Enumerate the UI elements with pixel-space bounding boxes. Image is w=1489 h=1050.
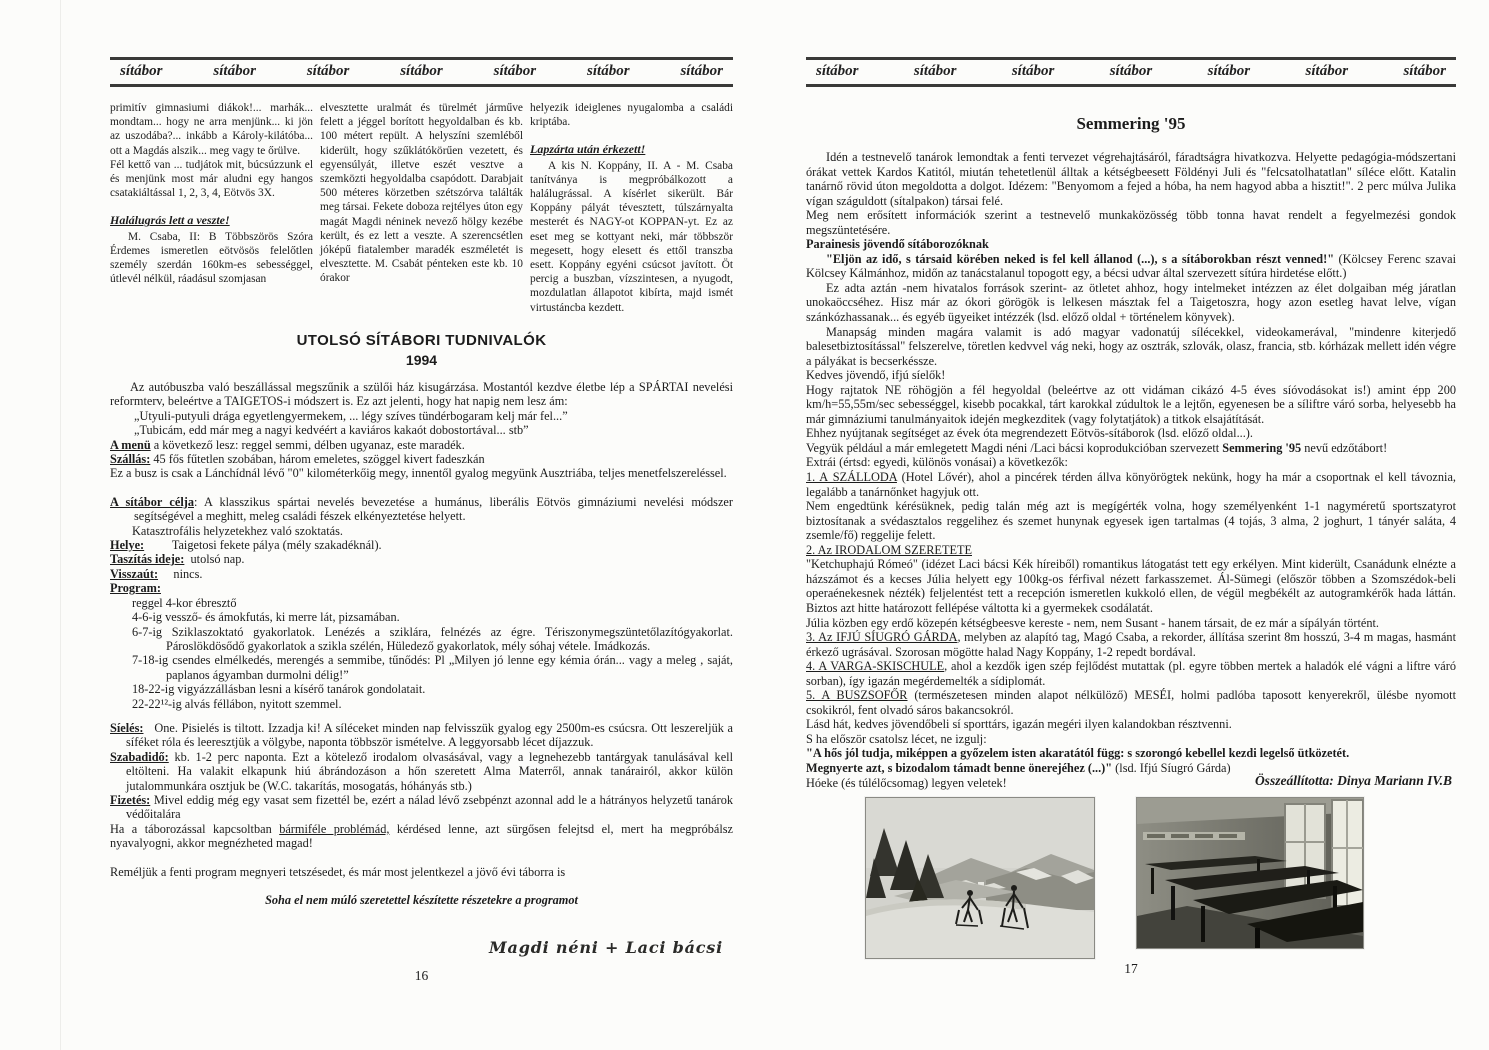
- paragraph: Fél kettő van ... tudjátok mit, búcsúzzunk el és menjünk most már aludni egy hangos csatakiáltással 1, 2, 3, 4, Eötvös 3X.: [110, 158, 313, 200]
- para-prog5: 18-22-ig vigyázzállásban lesni a kísérő tanárok gondolatait.: [132, 682, 426, 697]
- masthead-word: sítábor: [306, 63, 350, 79]
- para-ketchup: "Ketchuphajú Rómeó" (idézet Laci bácsi Kék híreiből) romantikus látogatást tett egy erkélyen. Mint kiderült, Csanádunk elnézte a házszámot és a kecses Júlia helyett egy 100kg-os férfival nézett farkasszemet. Ál-Sümegi (először többen a Szomszédok-beli operaénekesnek nézték) feljelentést tett a recepción ismeretlen kukkoló ellen, de végül megbékélt az autogramkérők hada láttán. Biztos azt hitte határozott fellépése váltotta ki a gyermekek csodálatát.: [806, 557, 1456, 615]
- article-title-semmering: Semmering '95: [1076, 114, 1186, 133]
- left-body-text: [110, 380, 733, 907]
- para-szabadido: Szabadidő: kb. 1-2 perc naponta. Ezt a kötelező irodalom olvasásával, vagy a legnehezebb tantárgyak tanulásával kell eltölteni. Ha valakit elkapunk hiú ábrándozáson a hőn szeretett Alma Materről, annak tanárairól, akkor külön jutalommunkára osztjuk be (W.C. takarítás, mosogatás, hóhányás stb.): [110, 749, 733, 793]
- masthead-word: sítábor: [400, 63, 443, 79]
- para-extrai: Extrái (értsd: egyedi, különös vonásai) a következők:: [806, 455, 1068, 470]
- section-heading: [110, 332, 733, 368]
- classroom-photo: [1136, 797, 1364, 949]
- para-p2: Meg nem erősített információk szerint a testnevelő munkaközösség több tonna havat rendelt a fegyelmezési gondok megszüntetésére.: [806, 208, 1456, 237]
- article-heading-lapzarta: Lapzárta után érkezett!: [530, 142, 646, 157]
- para-soha: Soha el nem múló szeretettel készítette részetekre a programot: [265, 893, 578, 907]
- para-hogyraj: Hogy rajtatok NE röhögjön a fél hegyoldal (beleértve az ott vidáman cikázó 4-5 éves síóvodásokat is!) amint épp 200 km/h=55,55m/sec sebességgel, kisebb pocakkal, tárt karokkal zúdultok le a lejtőn, egyenesen be a síliftre váró sorba, helyesebb ha már gimnáziumi tanulmányaitok idején megkezditek (vagy folytatjátok) a titkok elsajátítását.: [806, 382, 1456, 426]
- para-sieles: Síelés: One. Pisielés is tiltott. Izzadja ki! A síléceket minden nap felvisszük gyalog egy 2500m-es csúcsra. Ott leszereljük a síféket róla és leeresztjük a völgybe, naponta többször ismételve. A leggyorsabb lécet díjazzuk.: [110, 720, 733, 750]
- para-prog1: reggel 4-kor ébresztő: [132, 595, 237, 610]
- masthead-word: sítábor: [816, 63, 859, 79]
- para-hos1: "A hős jól tudja, miképpen a győzelem isten akaratától függ: s szorongó kebellel kezdi legelső ütközetét.: [806, 746, 1350, 761]
- para-kedves: Kedves jövendő, ifjú síelők!: [806, 368, 946, 383]
- page-right: [806, 0, 1456, 1050]
- signature-magdi-laci: Magdi néni + Laci bácsi: [489, 938, 723, 957]
- para-lasd: Lásd hát, kedves jövendőbeli sí sporttárs, igazán megéri ilyen kalandokban résztvenni.: [806, 717, 1232, 732]
- para-sha: S ha először csatolsz lécet, ne izgulj:: [806, 731, 987, 746]
- para-visszaut: Visszaút: nincs.: [110, 566, 203, 581]
- paragraph: helyezik ideiglenes nyugalomba a családi kriptába.: [530, 102, 733, 129]
- ski-slope-photo: [865, 797, 1095, 959]
- para-kataszt: Katasztrofális helyzetekhez való szoktatás.: [132, 523, 344, 538]
- para-taszitas: Taszítás ideje: utolsó nap.: [110, 552, 245, 567]
- section-title: UTOLSÓ SÍTÁBORI TUDNIVALÓK: [296, 332, 547, 349]
- para-prog4: 7-18-ig csendes elmélkedés, merengés a semmibe, tűnődés: Pl „Milyen jó lenne egy kémia órán... vagy a meleg , saját, paplanos ágyamban durmolni délig!”: [132, 653, 733, 682]
- paragraph: elvesztette uralmát és türelmét járműve felett a jéggel borított hegyoldalban és kb. 100 métert repült. A helyszíni szemléből kiderült, hogy szűklátókörűen vezetett, és egyensúlyát, illetve eszét vesztve a szemközti hegyoldalba csapódott. Darabjait 500 méteres körzetben szétszórva találták meg társai. Fekete doboza rejtélyes úton egy magát Magdi néninek nevező hölgy kezébe került, és ez lett a veszte. A szerencsétlen jóképű fiatalember maradék eszméletét is elvesztette. M. Csabát pénteken este kb. 10 órakor: [320, 102, 523, 285]
- three-column-article: [110, 101, 733, 315]
- para-cel: A sítábor célja: A klasszikus spártai nevelés bevezetése a humánus, liberális Eötvös gimnáziumi nevelési módszer segítségével a meghitt, meleg családi fészek elkényeztetése helyett.: [110, 494, 733, 524]
- para-item3: 3. Az IFJÚ SÍUGRÓ GÁRDA, melyben az alapító tag, Magó Csaba, a rekorder, állítása szerint 8m hosszú, 3-4 m magas, hasmánt érkező ugrásával. Szorosan mögötte halad Nagy Koppány, 1-2 repedt bordával.: [806, 630, 1456, 659]
- paragraph: primitív gimnasiumi diákok!... marhák... mondtam... hogy ne arra menjünk... ki jön az uszodába?... inkább a Károly-kilátóba... ott a Magdás alszik... meg vagy te őrülve.: [110, 102, 313, 157]
- masthead-word: sítábor: [1305, 63, 1349, 79]
- column-3: [530, 101, 733, 315]
- para-item4: 4. A VARGA-SKISCHULE, ahol a kezdők igen szép fejlődést mutattak (pl. egyre többen mertek a haladók elé vágni a liftre váró sorban), így igazán megérdemelték a sídiplomát.: [806, 659, 1456, 688]
- para-julia: Júlia közben egy erdő közepén kétségbeesve kereste - nem, nem Susant - hanem társait, de ez már a sípályán történt.: [806, 615, 1379, 630]
- para-ehhez: Ehhez nyújtanak segítséget az évek óta megrendezett Eötvös-sítáborok (lsd. előző oldal...).: [806, 426, 1253, 441]
- para-program-label: Program:: [110, 581, 161, 596]
- para-hos2: Megnyerte azt, s bizodalom támadt benne önerejéhez (...)" (lsd. Ifjú Síugró Gárda): [806, 760, 1231, 775]
- para-parainesis: Parainesis jövendő sítáborozóknak: [806, 237, 989, 252]
- para-eljon: "Eljön az idő, s társaid körében neked is fel kell állanod (...), s a sítáborokban részt venned!" (Kölcsey Ferenc szavai Kölcsey Kálmánhoz, midőn az tanácstalanul topogott egy, a bécsi udvar által szervezett sítúra hirdetése előtt.): [806, 251, 1456, 281]
- page-number-16: 16: [414, 968, 429, 983]
- para-hoeke: Hóeke (és túlélőcsomag) legyen veletek!: [806, 775, 1007, 790]
- column-2: [320, 101, 523, 315]
- para-vegyuk: Vegyük például a már emlegetett Magdi néni /Laci bácsi koprodukcióban szervezett Semmering '95 nevű edzőtábort!: [806, 440, 1388, 455]
- masthead-word: sítábor: [1403, 63, 1446, 79]
- masthead-word: sítábor: [120, 63, 163, 79]
- para-prog3: 6-7-ig Sziklaszoktató gyakorlatok. Lenézés a sziklára, felnézés az égre. Tériszonymegszüntetőlazítógyakorlat. Pároslökdösődő gyakorlatok a szikla szélén, Hüledező gyakorlatok, mély sóhaj vétele. Imádkozás.: [132, 624, 733, 653]
- masthead-word: sítábor: [1011, 63, 1055, 79]
- para-helye: Helye: Taigetosi fekete pálya (mély szakadéknál).: [110, 538, 382, 553]
- para-fizetes: Fizetés: Mivel eddig még egy vasat sem fizettél be, ezért a nálad lévő zsebpénzt azonnal add le a hátrányos helyzetű tanárok védőitalára: [110, 792, 733, 822]
- para-prog6: 22-22¹²-ig alvás féllábon, nyitott szemmel.: [132, 696, 342, 711]
- para-szallas: Szállás: 45 fős fűtetlen szobában, három emeletes, szöggel kivert fadeszkán: [110, 452, 485, 467]
- para-menu: A menü a következő lesz: reggel semmi, délben ugyanaz, este maradék.: [110, 437, 465, 452]
- para-intro: Az autóbuszba való beszállással megszűnik a szülői ház kisugárzása. Mostantól kezdve életbe lép a SPÁRTAI nevelési reformterv, beleértve a TAIGETOS-i módszert is. Ez azt jelenti, hogy hat napig nem lesz ám:: [110, 380, 733, 409]
- para-nemenged: Nem engedtünk kérésüknek, pedig talán még azt is megígérték volna, hogy személyenként 1-1 nagyméretű sportszatyrot biztosítanak a svédasztalos reggelihez és szemet hunynak egyesek igen tartalmas (4 tojás, 3 alma, 2 joghurt, 1 tányér saláta, 4 zsemle/fő) reggelije felett.: [806, 499, 1456, 543]
- masthead-word: sítábor: [913, 63, 957, 79]
- page-left: [110, 0, 733, 1050]
- masthead-word: sítábor: [213, 63, 256, 79]
- scan-fold-line: [60, 0, 61, 1050]
- paragraph: M. Csaba, II: B Többszörös Szóra Érdemes ismeretlen eötvösös felelőtlen személy szerdán 160km-es sebességgel, útlevél nélkül, ráadásul szomjasan: [110, 230, 313, 286]
- paragraph: A kis N. Koppány, II. A - M. Csaba tanítványa is megpróbálkozott a halálugrással. A kísérlet sikerült. Bár Koppány pályát tévesztett, túlszárnyalta mesterét és NAGY-ot KOPPAN-yt. Ez az eset meg se kottyant neki, már többször megesett, hogy elesett és ettől transzba esett. Koppány egyéni csúcsot javított. Öt percig a buszban, vízszintesen, a nyugodt, mozdulatlan állapotot kibírta, majd ismét virtustáncba kezdett.: [530, 159, 733, 314]
- column-1: [110, 101, 313, 315]
- para-busz: Ez a busz is csak a Lánchídnál lévő "0" kilométerkőig megy, innentől gyalog megyünk Ausztriába, teljes menetfelszereléssel.: [110, 466, 727, 481]
- masthead-word: sítábor: [493, 63, 537, 79]
- masthead-word: sítábor: [587, 63, 630, 79]
- para-item5: 5. A BUSZSOFŐR (természetesen minden alapot nélkülöző) MESÉI, holmi padlóba taposott kenyerekről, ülésbe nyomott csokikról, fent olvadó sáros bakancsokról.: [806, 688, 1456, 717]
- masthead-word: sítábor: [1207, 63, 1251, 79]
- masthead-right: [806, 57, 1456, 87]
- masthead-left: [110, 57, 733, 87]
- signature-dinya-mariann: Összeállította: Dinya Mariann IV.B: [1254, 773, 1452, 788]
- page-number-17: 17: [1124, 961, 1138, 976]
- para-p1: Idén a testnevelő tanárok lemondtak a fenti tervezet végrehajtásáról, fáradtságra hivatkozva. Helyette pedagógia-módszertani órákat vettek Kardos Katitól, miután tehetetlenül álltak a kétségbeesett Földényi Juli és "felcsatolhatatlan" síléce előtt. Katalin tanárnő rövid úton megoldotta a dolgot. Idézem: "Benyomom a fejed a hóba, ha nem hagyod abba a hisztit!". 2 perc múlva Julika vígan száguldott (sítalpakon) társai felé.: [806, 150, 1456, 208]
- para-ezadta: Ez adta aztán -nem hivatalos források szerint- az ötletet ahhoz, hogy intelmeket intézzen az élet dolgaiban még járatlan unokaöccséhez. Hisz már az ókori görögök is lelkesen másztak fel a Taigetoszra, hogy azon esetleg havat lelve, vígan szánkózhassanak... és egyéb ügyeiket intézzék (lsd. előző oldal + történelem könyvek).: [806, 280, 1456, 325]
- para-quote2: „Tubicám, edd már meg a nagyi kedvéért a kaviáros kakaót dobostortával... stb”: [134, 423, 529, 438]
- para-item1: 1. A SZÁLLODA (Hotel Lővér), ahol a pincérek térden állva könyörögtek nekünk, hogy ha már a csoportnak el kell távoznia, legalább a tanárnőnket hagyjuk ott.: [806, 470, 1456, 499]
- article-heading-halalugras: Halálugrás lett a veszte!: [110, 213, 230, 228]
- para-problema: Ha a táborozással kapcsoltban bármiféle problémád, kérdésed lenne, azt sürgősen felejtsd el, mert ha megpróbálsz nyavalyogni, akkor megnézheted magad!: [110, 821, 733, 851]
- para-quote1: „Utyuli-putyuli drága egyetlengyermekem, ... légy szíves tündérbogaram kelj már fel...”: [134, 408, 568, 423]
- para-manapsag: Manapság minden magára valamit is adó magyar vadonatúj sílécekkel, videokamerával, "mindenre kiterjedő balesetbiztosítással" felszerelve, töretlen kedvvel vág neki, hogy az osztrák, szlovák, olasz, francia, stb. kórházak mellett idén végre a pályákat is becserkéssze.: [806, 324, 1456, 368]
- para-remelj: Reméljük a fenti program megnyeri tetszésedet, és már most jelentkezel a jövő évi táborra is: [110, 864, 566, 879]
- para-prog2: 4-6-ig vessző- és ámokfutás, ki merre lát, pizsamában.: [132, 610, 400, 625]
- para-item2: 2. Az IRODALOM SZERETETE: [806, 542, 972, 557]
- right-body-text: [806, 150, 1456, 790]
- masthead-word: sítábor: [1109, 63, 1153, 79]
- section-year: 1994: [405, 352, 438, 368]
- masthead-word: sítábor: [680, 63, 723, 79]
